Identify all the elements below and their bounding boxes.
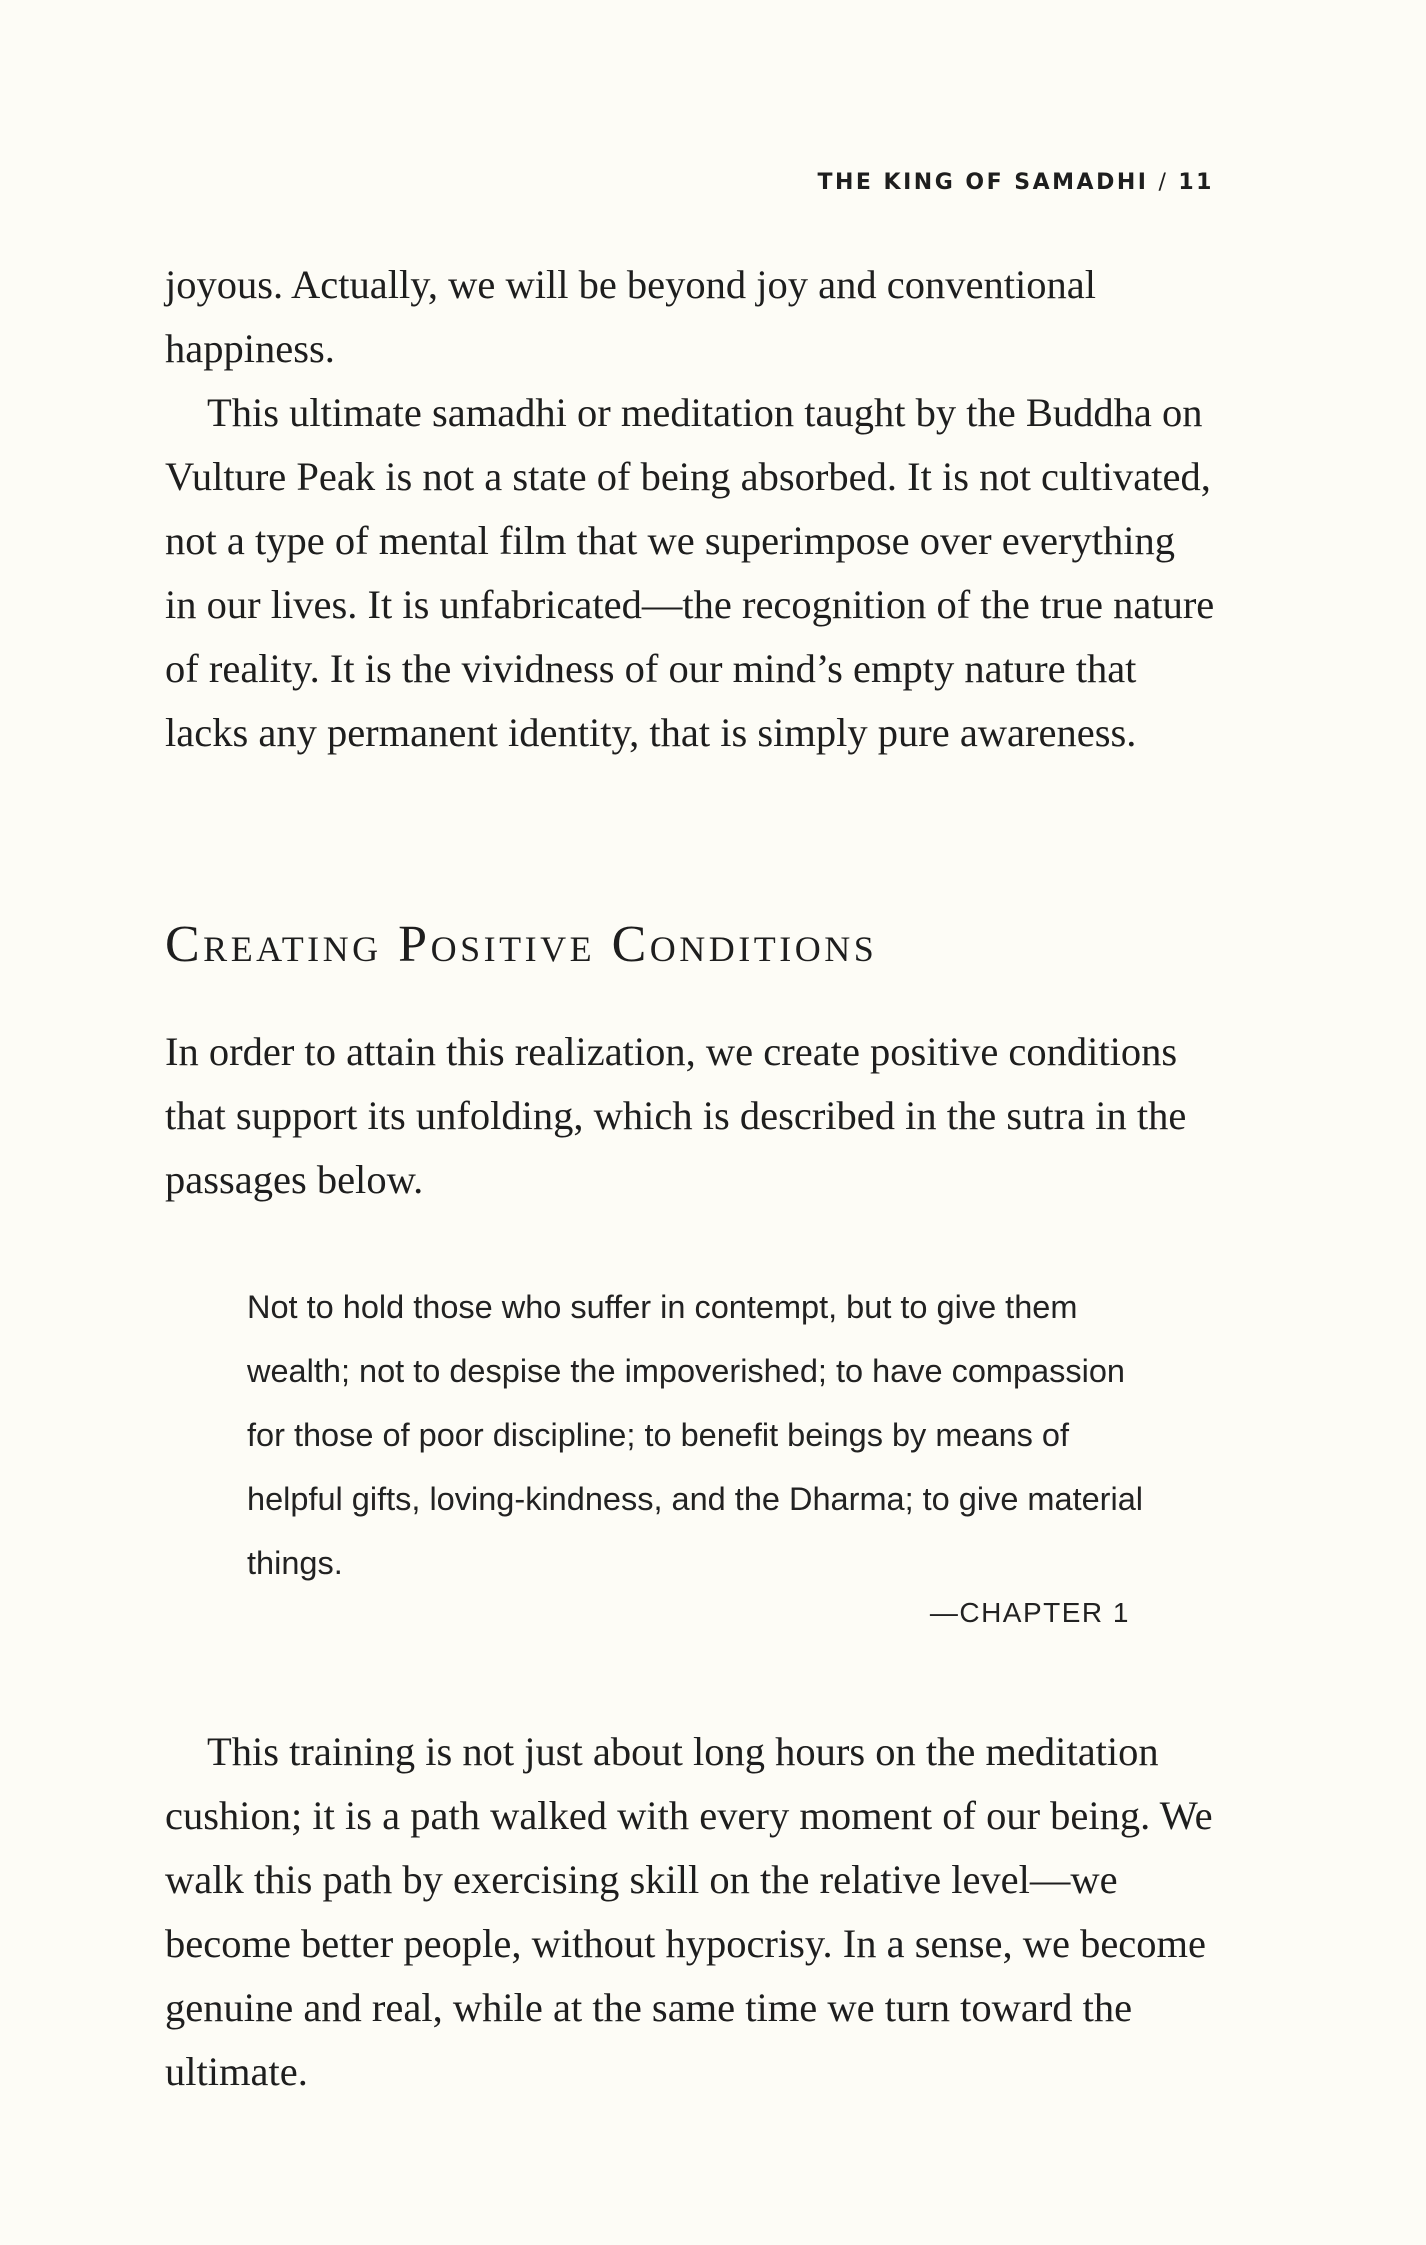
block-quote	[247, 1275, 1147, 1629]
section-intro-paragraph: In order to attain this realization, we create positive conditions that support its unfolding, which is described in the sutra in the passages below.	[165, 1029, 1187, 1202]
quote-text: Not to hold those who suffer in contempt, but to give them wealth; not to despise the impoverished; to have compassion for those of poor discipline; to benefit beings by means of helpful gifts, loving-kindness, and the Dharma; to give material things.	[247, 1289, 1144, 1581]
closing-paragraph: This training is not just about long hours on the meditation cushion; it is a path walked with every moment of our being. We walk this path by exercising skill on the relative level—we become better people, without hypocrisy. In a sense, we become genuine and real, while at the same time we turn toward the ultimate.	[165, 1729, 1213, 2094]
running-head	[817, 170, 1214, 195]
page-number: 11	[1178, 170, 1214, 195]
quote-attribution: —CHAPTER 1	[929, 1597, 1130, 1628]
section-heading: Creating Positive Conditions	[165, 916, 878, 973]
running-head-separator: /	[1158, 170, 1169, 195]
paragraph-continuation: joyous. Actually, we will be beyond joy and conventional happiness.	[165, 262, 1096, 371]
paragraph-samadhi: This ultimate samadhi or meditation taught by the Buddha on Vulture Peak is not a state of being absorbed. It is not cultivated, not a type of mental film that we superimpose over everything in our lives. It is unfabricated—the recognition of the true nature of reality. It is the vividness of our mind’s empty nature that lacks any permanent identity, that is simply pure awareness.	[165, 390, 1215, 755]
running-head-title: THE KING OF SAMADHI	[817, 170, 1149, 195]
